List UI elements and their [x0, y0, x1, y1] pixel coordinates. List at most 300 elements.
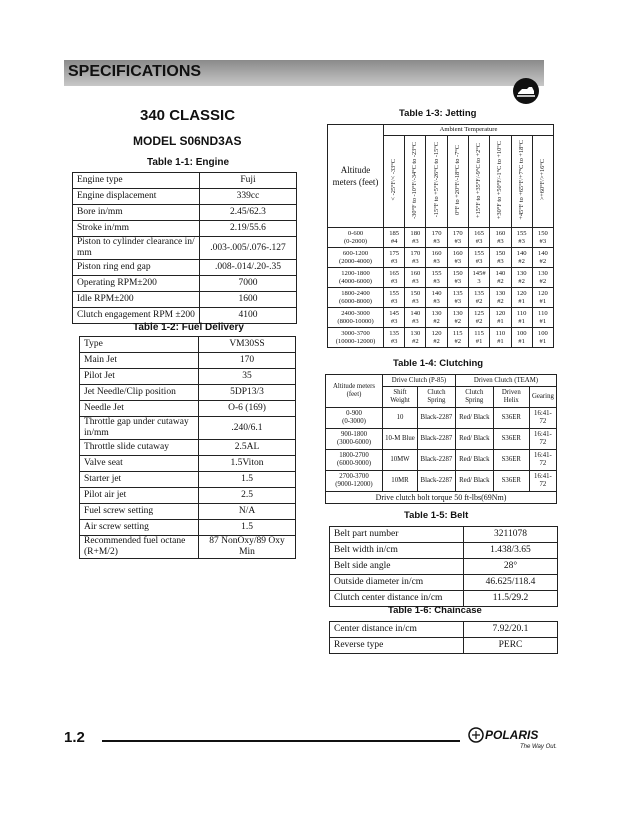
- model-name: 340 CLASSIC: [140, 107, 236, 124]
- main-jet-value: 110: [516, 309, 527, 317]
- jet-cell: [384, 308, 405, 328]
- temperature-column-header: [490, 136, 511, 228]
- table-row: [330, 527, 558, 543]
- main-jet-value: 140: [431, 289, 442, 297]
- altitude-cell: [326, 471, 383, 492]
- spec-value: 11.5/29.2: [464, 591, 558, 607]
- table-row: [80, 504, 296, 520]
- altitude-feet: (0-2000): [343, 237, 368, 245]
- needle-position-value: #3: [454, 237, 462, 245]
- fuel-delivery-table: [79, 336, 296, 559]
- main-jet-value: 155: [389, 289, 400, 297]
- polaris-tagline: The Way Out.: [520, 744, 557, 750]
- needle-position-value: #3: [454, 257, 462, 265]
- main-jet-value: 140: [516, 249, 527, 257]
- chaincase-table: [329, 621, 558, 654]
- jetting-row: [328, 308, 554, 328]
- main-jet-value: 160: [495, 229, 506, 237]
- jet-cell: [468, 328, 489, 348]
- spec-value: 35: [199, 369, 296, 385]
- spec-label: Clutch center distance in/cm: [330, 591, 464, 607]
- spec-value: 2.5AL: [199, 440, 296, 456]
- altitude-feet: (3000-6000): [337, 439, 371, 446]
- jet-cell: [405, 228, 426, 248]
- table-row: [80, 456, 296, 472]
- temperature-range-label: >+60°F/>+16°C: [538, 159, 546, 201]
- needle-position-value: #3: [412, 257, 419, 265]
- clutch-cell: Black-2287: [417, 450, 455, 471]
- jet-cell: [490, 288, 511, 308]
- table-row: [80, 488, 296, 504]
- spec-label: Pilot air jet: [80, 488, 199, 504]
- jetting-table-title: Table 1-3: Jetting: [399, 108, 477, 119]
- altitude-header: Altitude meters (feet): [328, 125, 384, 228]
- jet-cell: [426, 288, 447, 308]
- table-row: [73, 221, 297, 237]
- engine-table: [72, 172, 297, 324]
- spec-value: .008-.014/.20-.35: [200, 260, 297, 276]
- altitude-feet: (2000-4000): [339, 257, 372, 265]
- main-jet-value: 155: [431, 269, 442, 277]
- engine-table-title: Table 1-1: Engine: [147, 157, 230, 168]
- main-jet-value: 150: [537, 229, 548, 237]
- altitude-cell: [328, 308, 384, 328]
- needle-position-value: #3: [433, 257, 440, 265]
- altitude-cell: [328, 248, 384, 268]
- needle-position-value: #3: [412, 277, 419, 285]
- jet-cell: [468, 268, 489, 288]
- belt-table: [329, 526, 558, 607]
- temperature-column-header: [468, 136, 489, 228]
- jet-cell: [532, 328, 553, 348]
- jet-cell: [511, 248, 532, 268]
- table-row: [73, 205, 297, 221]
- clutch-cell: Red/ Black: [455, 408, 493, 429]
- temperature-range-label: < -25°F/< -33°C: [390, 159, 398, 201]
- needle-position-value: #3: [412, 297, 419, 305]
- spec-label: Valve seat: [80, 456, 199, 472]
- main-jet-value: 160: [452, 249, 463, 257]
- jet-cell: [532, 228, 553, 248]
- altitude-feet: (4000-6000): [339, 277, 372, 285]
- needle-position-value: #3: [390, 297, 398, 305]
- needle-position-value: #3: [454, 277, 462, 285]
- spec-value: .240/6.1: [199, 417, 296, 440]
- jet-cell: [384, 288, 405, 308]
- altitude-feet: (6000-9000): [337, 460, 371, 467]
- polaris-brand-text: POLARIS: [485, 728, 539, 742]
- main-jet-value: 155: [516, 229, 527, 237]
- main-jet-value: 110: [495, 329, 506, 337]
- needle-position-value: #3: [433, 297, 440, 305]
- main-jet-value: 135: [389, 329, 400, 337]
- main-jet-value: 130: [516, 269, 527, 277]
- table-row: [80, 401, 296, 417]
- jet-cell: [490, 248, 511, 268]
- altitude-meters: 2400-3000: [341, 309, 370, 317]
- clutching-table-title: Table 1-4: Clutching: [393, 358, 484, 369]
- jet-cell: [447, 268, 468, 288]
- main-jet-value: 185: [389, 229, 400, 237]
- spec-label: Air screw setting: [80, 520, 199, 536]
- temperature-column-header: [384, 136, 405, 228]
- clutch-cell: Red/ Black: [455, 450, 493, 471]
- needle-position-value: 3: [477, 277, 481, 285]
- spec-value: 2.5: [199, 488, 296, 504]
- needle-position-value: #1: [518, 317, 525, 325]
- spec-label: Type: [80, 337, 199, 353]
- clutch-sub-header: Shift Weight: [383, 387, 418, 408]
- temperature-range-label: -15°F to +5°F/-26°C to -15°C: [432, 142, 440, 218]
- jetting-row: [328, 228, 554, 248]
- needle-position-value: #3: [390, 317, 398, 325]
- main-jet-value: 180: [410, 229, 421, 237]
- jet-cell: [384, 328, 405, 348]
- clutch-cell: S36ER: [493, 450, 529, 471]
- clutching-row: [326, 471, 557, 492]
- jet-cell: [490, 268, 511, 288]
- spec-label: Piston to cylinder clearance in/ mm: [73, 237, 200, 260]
- main-jet-value: 120: [516, 289, 527, 297]
- spec-label: Clutch engagement RPM ±200: [73, 308, 200, 324]
- jet-cell: [426, 308, 447, 328]
- spec-label: Center distance in/cm: [330, 622, 464, 638]
- needle-position-value: #2: [518, 277, 525, 285]
- clutch-altitude-header: Altitude meters (feet): [326, 375, 383, 408]
- main-jet-value: 170: [452, 229, 463, 237]
- jet-cell: [511, 228, 532, 248]
- needle-position-value: #1: [518, 297, 525, 305]
- spec-label: Engine type: [73, 173, 200, 189]
- altitude-feet: (9000-12000): [335, 481, 373, 488]
- spec-label: Jet Needle/Clip position: [80, 385, 199, 401]
- clutch-cell: S36ER: [493, 429, 529, 450]
- spec-label: Belt width in/cm: [330, 543, 464, 559]
- needle-position-value: #3: [475, 257, 483, 265]
- table-row: [330, 559, 558, 575]
- spec-value: 1.5: [199, 472, 296, 488]
- needle-position-value: #2: [433, 337, 440, 345]
- temperature-range-label: 0°F to +20°F/-18°C to -7°C: [453, 145, 461, 215]
- jet-cell: [532, 308, 553, 328]
- drive-clutch-header: Drive Clutch (P-85): [383, 375, 456, 387]
- clutch-sub-header: Driven Helix: [493, 387, 529, 408]
- needle-position-value: #3: [518, 237, 525, 245]
- altitude-meters: 0-600: [347, 229, 364, 237]
- altitude-feet: (8000-10000): [337, 317, 374, 325]
- jet-cell: [426, 248, 447, 268]
- table-row: [80, 385, 296, 401]
- belt-table-title: Table 1-5: Belt: [404, 510, 469, 521]
- clutch-cell: Red/ Black: [455, 429, 493, 450]
- altitude-meters: 0-900: [346, 410, 362, 417]
- needle-position-value: #3: [390, 277, 398, 285]
- spec-value: .003-.005/.076-.127: [200, 237, 297, 260]
- needle-position-value: #3: [412, 237, 419, 245]
- spec-label: Belt part number: [330, 527, 464, 543]
- clutching-row: [326, 429, 557, 450]
- temperature-column-header: [511, 136, 532, 228]
- needle-position-value: #2: [539, 257, 547, 265]
- main-jet-value: 115: [452, 329, 463, 337]
- jetting-row: [328, 288, 554, 308]
- table-row: [73, 189, 297, 205]
- jet-cell: [447, 228, 468, 248]
- spec-value: 7000: [200, 276, 297, 292]
- jet-cell: [532, 248, 553, 268]
- jetting-row: [328, 248, 554, 268]
- spec-label: Pilot Jet: [80, 369, 199, 385]
- spec-value: O-6 (169): [199, 401, 296, 417]
- main-jet-value: 120: [431, 329, 442, 337]
- altitude-meters: 2700-3700: [339, 473, 369, 480]
- spec-value: PERC: [464, 638, 558, 654]
- needle-position-value: #2: [475, 317, 483, 325]
- spec-value: Fuji: [200, 173, 297, 189]
- table-row: [73, 173, 297, 189]
- main-jet-value: 140: [495, 269, 506, 277]
- jet-cell: [426, 328, 447, 348]
- clutch-torque-note: Drive clutch bolt torque 50 ft-lbs(69Nm): [326, 492, 557, 504]
- table-row: [80, 472, 296, 488]
- main-jet-value: 130: [410, 329, 421, 337]
- altitude-cell: [328, 288, 384, 308]
- needle-position-value: #1: [497, 337, 504, 345]
- jet-cell: [468, 308, 489, 328]
- clutching-row: [326, 408, 557, 429]
- needle-position-value: #3: [390, 337, 398, 345]
- spec-label: Starter jet: [80, 472, 199, 488]
- main-jet-value: 140: [537, 249, 548, 257]
- jet-cell: [447, 248, 468, 268]
- table-row: [80, 337, 296, 353]
- spec-value: 4100: [200, 308, 297, 324]
- temperature-column-header: [405, 136, 426, 228]
- temperature-column-header: [532, 136, 553, 228]
- table-row: [80, 536, 296, 559]
- spec-label: Piston ring end gap: [73, 260, 200, 276]
- main-jet-value: 155: [474, 249, 485, 257]
- altitude-feet: (6000-8000): [339, 297, 372, 305]
- clutch-sub-header: Clutch Spring: [455, 387, 493, 408]
- spec-label: Belt side angle: [330, 559, 464, 575]
- spec-value: 170: [199, 353, 296, 369]
- altitude-cell: [328, 268, 384, 288]
- needle-position-value: #1: [539, 297, 547, 305]
- clutch-cell: S36ER: [493, 471, 529, 492]
- main-jet-value: 135: [452, 289, 463, 297]
- spec-value: 1.438/3.65: [464, 543, 558, 559]
- jet-cell: [447, 288, 468, 308]
- driven-clutch-header: Driven Clutch (TEAM): [455, 375, 556, 387]
- jet-cell: [426, 268, 447, 288]
- table-row: [330, 622, 558, 638]
- spec-value: 339cc: [200, 189, 297, 205]
- clutch-cell: Black-2287: [417, 471, 455, 492]
- needle-position-value: #3: [454, 297, 462, 305]
- jet-cell: [511, 288, 532, 308]
- jet-cell: [405, 308, 426, 328]
- needle-position-value: #2: [433, 317, 440, 325]
- needle-position-value: #2: [475, 297, 483, 305]
- needle-position-value: #1: [475, 337, 483, 345]
- jet-cell: [384, 228, 405, 248]
- jet-cell: [447, 308, 468, 328]
- spec-label: Engine displacement: [73, 189, 200, 205]
- jet-cell: [405, 248, 426, 268]
- model-line: MODEL S06ND3AS: [133, 134, 242, 148]
- altitude-meters: 1200-1800: [341, 269, 370, 277]
- clutch-cell: 10: [383, 408, 418, 429]
- needle-position-value: #1: [518, 337, 525, 345]
- jet-cell: [426, 228, 447, 248]
- table-row: [80, 440, 296, 456]
- jet-cell: [511, 308, 532, 328]
- main-jet-value: 140: [410, 309, 421, 317]
- spec-value: 7.92/20.1: [464, 622, 558, 638]
- jet-cell: [384, 248, 405, 268]
- spec-label: Throttle slide cutaway: [80, 440, 199, 456]
- altitude-cell: [326, 450, 383, 471]
- needle-position-value: #1: [497, 317, 504, 325]
- altitude-meters: 1800-2400: [341, 289, 370, 297]
- main-jet-value: 150: [452, 269, 463, 277]
- spec-value: 46.625/118.4: [464, 575, 558, 591]
- spec-label: Reverse type: [330, 638, 464, 654]
- jet-cell: [490, 328, 511, 348]
- clutch-cell: 10-M Blue: [383, 429, 418, 450]
- main-jet-value: 150: [495, 249, 506, 257]
- altitude-meters: 3000-3700: [341, 329, 370, 337]
- main-jet-value: 160: [431, 249, 442, 257]
- needle-position-value: #2: [497, 277, 504, 285]
- clutch-cell: 16:41-72: [529, 429, 556, 450]
- main-jet-value: 130: [452, 309, 463, 317]
- needle-position-value: #2: [539, 277, 547, 285]
- main-jet-value: 125: [474, 309, 485, 317]
- altitude-meters: 900-1800: [340, 431, 368, 438]
- clutch-cell: Black-2287: [417, 408, 455, 429]
- needle-position-value: #3: [539, 237, 547, 245]
- clutching-table: [325, 374, 557, 504]
- spec-label: Idle RPM±200: [73, 292, 200, 308]
- main-jet-value: 100: [516, 329, 527, 337]
- needle-position-value: #2: [454, 337, 462, 345]
- spec-value: 1.5: [199, 520, 296, 536]
- spec-label: Main Jet: [80, 353, 199, 369]
- needle-position-value: #2: [518, 257, 525, 265]
- table-row: [330, 543, 558, 559]
- spec-value: 2.45/62.3: [200, 205, 297, 221]
- temperature-range-label: +15°F to +35°F/-9°C to +2°C: [475, 142, 483, 218]
- clutch-cell: 10MW: [383, 450, 418, 471]
- spec-label: Recommended fuel octane (R+M/2): [80, 536, 199, 559]
- spec-label: Operating RPM±200: [73, 276, 200, 292]
- main-jet-value: 100: [537, 329, 548, 337]
- jet-cell: [405, 268, 426, 288]
- main-jet-value: 135: [474, 289, 485, 297]
- table-row: [330, 638, 558, 654]
- clutch-cell: Black-2287: [417, 429, 455, 450]
- needle-position-value: #2: [412, 337, 419, 345]
- spec-label: Outside diameter in/cm: [330, 575, 464, 591]
- needle-position-value: #2: [497, 297, 504, 305]
- main-jet-value: 150: [410, 289, 421, 297]
- table-row: [80, 353, 296, 369]
- clutch-sub-header: Clutch Spring: [417, 387, 455, 408]
- needle-position-value: #3: [497, 257, 504, 265]
- jet-cell: [384, 268, 405, 288]
- jetting-row: [328, 328, 554, 348]
- clutch-cell: 16:41-72: [529, 471, 556, 492]
- spec-value: 1.5Viton: [199, 456, 296, 472]
- table-row: [73, 276, 297, 292]
- table-row: [80, 417, 296, 440]
- main-jet-value: 130: [495, 289, 506, 297]
- main-jet-value: 160: [410, 269, 421, 277]
- main-jet-value: 130: [537, 269, 548, 277]
- spec-label: Throttle gap under cutaway in/mm: [80, 417, 199, 440]
- main-jet-value: 145#: [472, 269, 486, 277]
- clutch-cell: S36ER: [493, 408, 529, 429]
- jet-cell: [532, 268, 553, 288]
- fuel-table-title: Table 1-2: Fuel Delivery: [133, 322, 244, 333]
- section-title: SPECIFICATIONS: [68, 63, 202, 80]
- jet-cell: [468, 248, 489, 268]
- needle-position-value: #1: [539, 337, 547, 345]
- spec-label: Bore in/mm: [73, 205, 200, 221]
- table-row: [80, 520, 296, 536]
- spec-label: Fuel screw setting: [80, 504, 199, 520]
- altitude-meters: 1800-2700: [339, 452, 369, 459]
- table-row: [73, 292, 297, 308]
- clutch-cell: 16:41-72: [529, 450, 556, 471]
- main-jet-value: 165: [389, 269, 400, 277]
- spec-value: 28°: [464, 559, 558, 575]
- footer-divider: [102, 740, 460, 742]
- temperature-range-label: +45°F to +65°F/+7°C to +18°C: [517, 140, 525, 220]
- table-row: [80, 369, 296, 385]
- clutch-cell: 16:41-72: [529, 408, 556, 429]
- spec-value: 1600: [200, 292, 297, 308]
- needle-position-value: #3: [433, 277, 440, 285]
- main-jet-value: 110: [538, 309, 548, 317]
- main-jet-value: 120: [537, 289, 548, 297]
- spec-value: 87 NonOxy/89 Oxy Min: [199, 536, 296, 559]
- spec-label: Needle Jet: [80, 401, 199, 417]
- jet-cell: [490, 308, 511, 328]
- altitude-feet: (0-3000): [342, 418, 366, 425]
- chaincase-table-title: Table 1-6: Chaincase: [388, 605, 482, 616]
- jetting-row: [328, 268, 554, 288]
- altitude-cell: [326, 408, 383, 429]
- jet-cell: [468, 228, 489, 248]
- needle-position-value: #3: [390, 257, 398, 265]
- main-jet-value: 170: [431, 229, 442, 237]
- jet-cell: [511, 268, 532, 288]
- spec-value: 2.19/55.6: [200, 221, 297, 237]
- clutching-row: [326, 450, 557, 471]
- jet-cell: [532, 288, 553, 308]
- clutch-cell: 10MR: [383, 471, 418, 492]
- spec-value: VM30SS: [199, 337, 296, 353]
- spec-value: N/A: [199, 504, 296, 520]
- table-row: [330, 575, 558, 591]
- needle-position-value: #3: [433, 237, 440, 245]
- clutch-sub-header: Gearing: [529, 387, 556, 408]
- needle-position-value: #1: [539, 317, 547, 325]
- ambient-temperature-header: Ambient Temperature: [384, 125, 554, 136]
